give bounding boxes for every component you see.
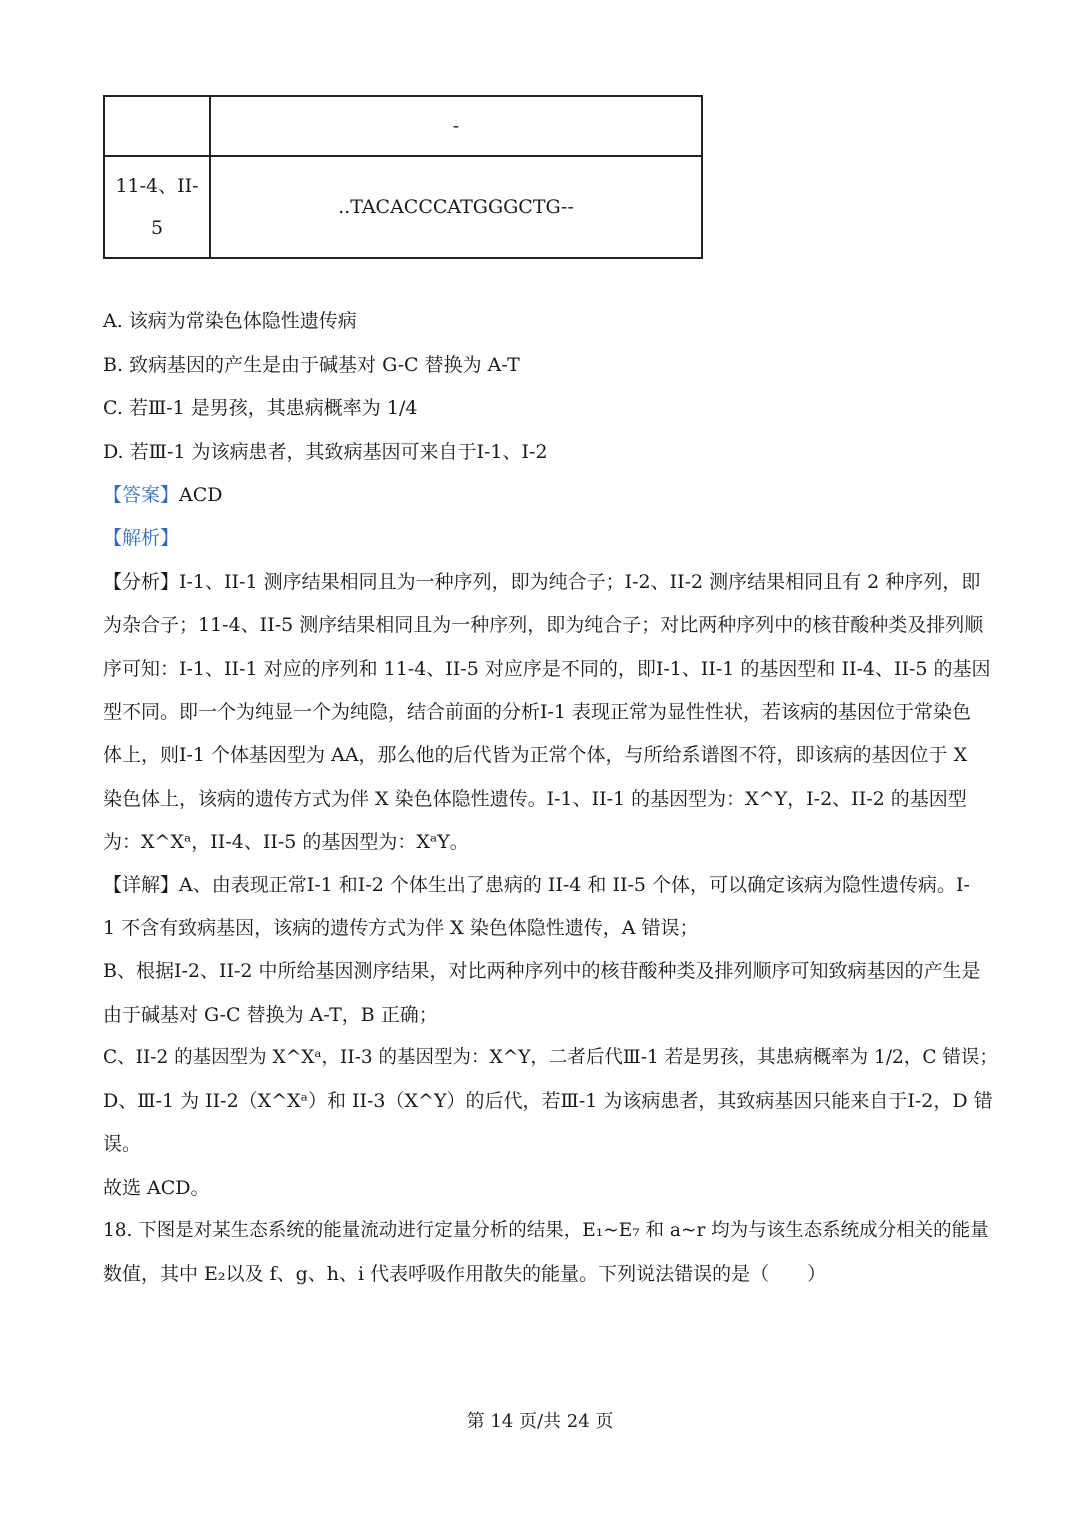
table-cell-individual xyxy=(104,156,210,258)
analysis-paragraph-line: 体上，则Ⅰ-1 个体基因型为 AA，那么他的后代皆为正常个体，与所给系谱图不符，即该病的基因位于 X xyxy=(103,744,968,766)
option-b: B. 致病基因的产生是由于碱基对 G-C 替换为 A-T xyxy=(103,354,520,376)
individual-label-line1: 11-4、II- xyxy=(115,175,199,197)
question-18-line: 数值，其中 E₂以及 f、g、h、i 代表呼吸作用散失的能量。下列说法错误的是（ ） xyxy=(103,1263,827,1285)
answer-value: ACD xyxy=(179,484,223,506)
sequence-table xyxy=(103,95,703,259)
detail-paragraph-line: 1 不含有致病基因，该病的遗传方式为伴 X 染色体隐性遗传，A 错误； xyxy=(103,917,699,939)
conclusion: 故选 ACD。 xyxy=(103,1177,210,1199)
detail-paragraph-line: 误。 xyxy=(103,1133,142,1155)
table-cell-sequence: ..TACACCCATGGGCTG-- xyxy=(210,156,702,258)
analysis-paragraph-line: 【分析】Ⅰ-1、II-1 测序结果相同且为一种序列，即为纯合子；Ⅰ-2、II-2 测序结果相同且有 2 种序列，即 xyxy=(103,571,981,593)
detail-paragraph-line: B、根据Ⅰ-2、II-2 中所给基因测序结果，对比两种序列中的核苷酸种类及排列顺序可知致病基因的产生是 xyxy=(103,960,981,982)
table-cell-sequence: - xyxy=(210,96,702,156)
individual-label-line2: 5 xyxy=(150,217,164,239)
detail-paragraph-line: D、Ⅲ-1 为 II-2（X^Xᵃ）和 II-3（X^Y）的后代，若Ⅲ-1 为该病患者，其致病基因只能来自于Ⅰ-2，D 错 xyxy=(103,1090,993,1112)
table-row xyxy=(104,156,702,258)
answer-line xyxy=(103,480,223,510)
table-cell-individual xyxy=(104,96,210,156)
option-a: A. 该病为常染色体隐性遗传病 xyxy=(103,310,357,332)
detail-paragraph-line: C、II-2 的基因型为 X^Xᵃ，II-3 的基因型为：X^Y，二者后代Ⅲ-1 若是男孩，其患病概率为 1/2，C 错误； xyxy=(103,1047,998,1068)
answer-label: 【答案】 xyxy=(103,484,180,506)
detail-paragraph-line: 由于碱基对 G-C 替换为 A-T，B 正确； xyxy=(103,1004,438,1026)
analysis-paragraph-line: 为：X^Xᵃ，II-4、II-5 的基因型为：XᵃY。 xyxy=(103,831,469,853)
analysis-paragraph-line: 染色体上，该病的遗传方式为伴 X 染色体隐性遗传。Ⅰ-1、II-1 的基因型为：X^Y，Ⅰ-2、II-2 的基因型 xyxy=(103,788,967,810)
analysis-paragraph-line: 序可知：Ⅰ-1、II-1 对应的序列和 11-4、II-5 对应序是不同的，即Ⅰ-1、II-1 的基因型和 II-4、II-5 的基因 xyxy=(103,658,991,680)
option-d: D. 若Ⅲ-1 为该病患者，其致病基因可来自于Ⅰ-1、Ⅰ-2 xyxy=(103,441,548,463)
analysis-label: 【解析】 xyxy=(103,527,180,549)
page-number: 第 14 页/共 24 页 xyxy=(466,1411,614,1432)
detail-paragraph-line: 【详解】A、由表现正常Ⅰ-1 和Ⅰ-2 个体生出了患病的 II-4 和 II-5 个体，可以确定该病为隐性遗传病。Ⅰ- xyxy=(103,874,970,896)
analysis-paragraph-line: 为杂合子；11-4、II-5 测序结果相同且为一种序列，即为纯合子；对比两种序列中的核苷酸种类及排列顺 xyxy=(103,614,984,636)
analysis-paragraph-line: 型不同。即一个为纯显一个为纯隐，结合前面的分析Ⅰ-1 表现正常为显性性状，若该病的基因位于常染色 xyxy=(103,701,972,723)
table-row xyxy=(104,96,702,156)
question-18-line: 18. 下图是对某生态系统的能量流动进行定量分析的结果，E₁~E₇ 和 a~r 均为与该生态系统成分相关的能量 xyxy=(103,1220,989,1241)
option-c: C. 若Ⅲ-1 是男孩，其患病概率为 1/4 xyxy=(103,397,418,419)
